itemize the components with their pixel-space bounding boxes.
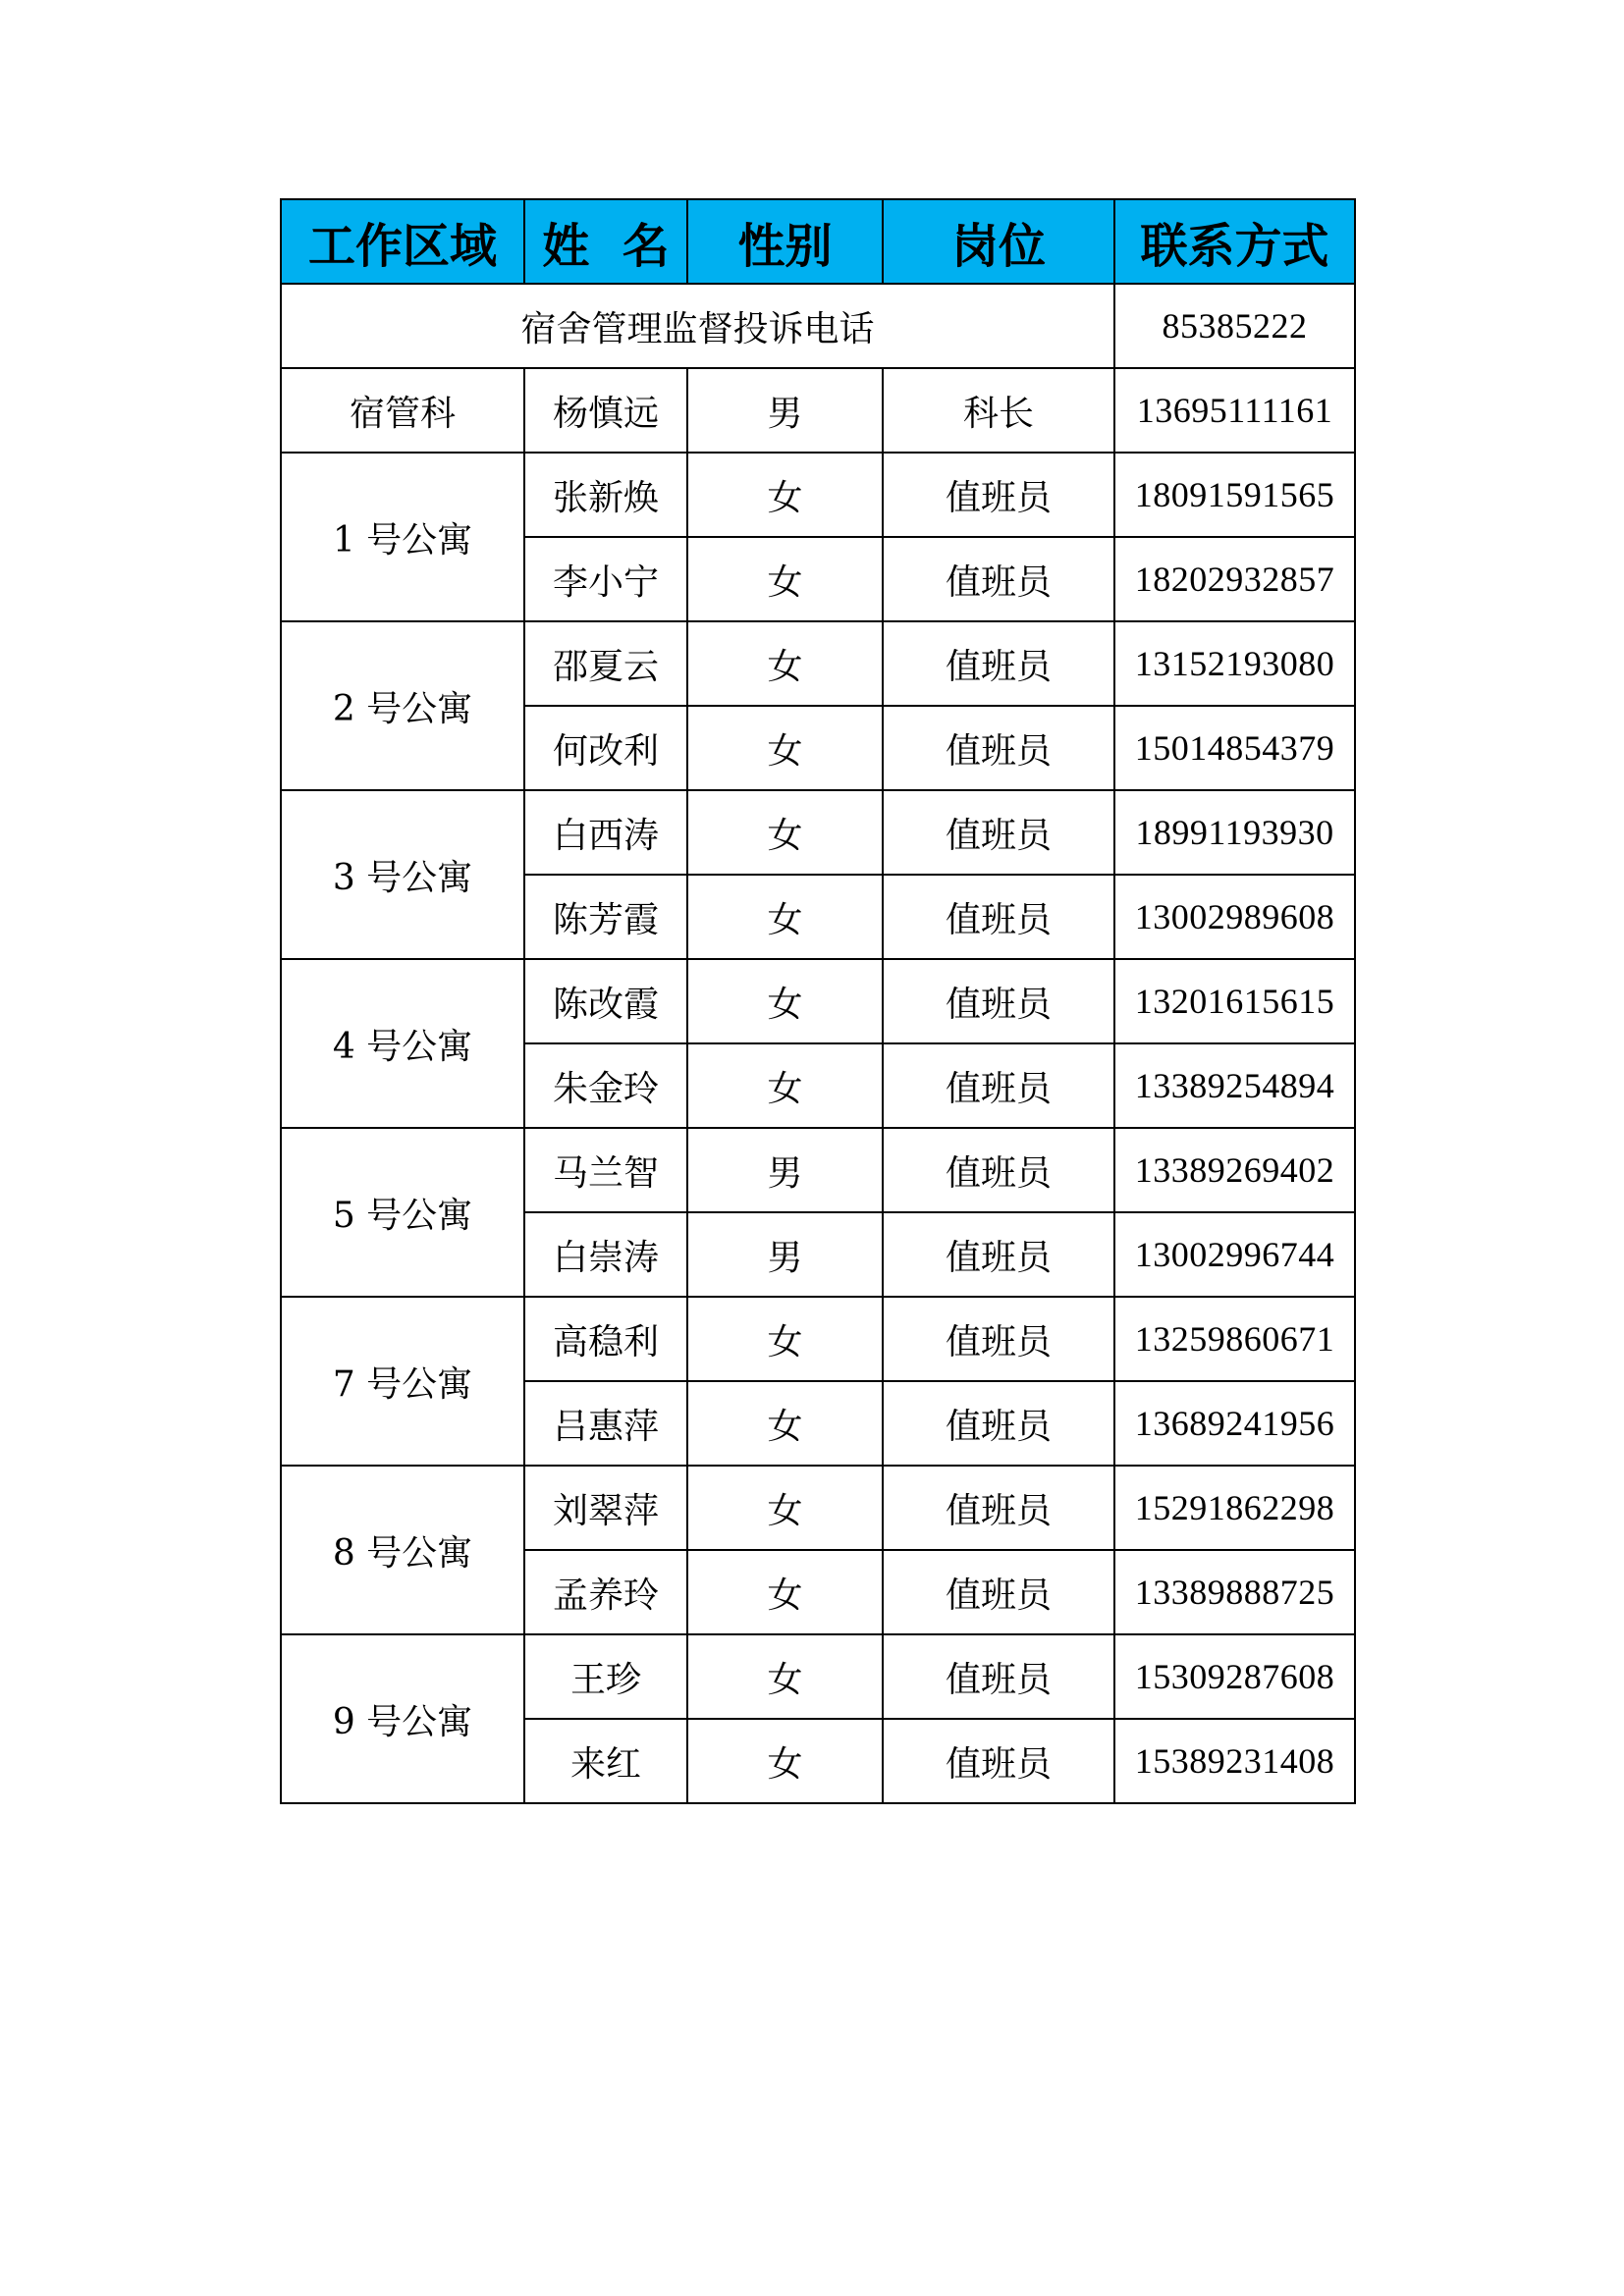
hotline-phone: 85385222 — [1114, 284, 1355, 368]
staff-position: 值班员 — [883, 537, 1114, 621]
staff-gender: 女 — [687, 706, 883, 790]
staff-phone: 13389254894 — [1114, 1043, 1355, 1128]
staff-gender: 女 — [687, 959, 883, 1043]
staff-position: 值班员 — [883, 1719, 1114, 1803]
staff-position: 值班员 — [883, 1043, 1114, 1128]
staff-phone: 18091591565 — [1114, 453, 1355, 537]
staff-name: 陈改霞 — [524, 959, 687, 1043]
staff-name: 马兰智 — [524, 1128, 687, 1212]
staff-phone: 13389888725 — [1114, 1550, 1355, 1634]
apartment-area: 3 号公寓 — [281, 790, 524, 959]
table-row — [281, 1634, 1355, 1719]
staff-name: 白崇涛 — [524, 1212, 687, 1297]
staff-gender: 女 — [687, 1719, 883, 1803]
header-area: 工作区域 — [281, 199, 524, 284]
staff-position: 值班员 — [883, 1128, 1114, 1212]
staff-phone: 13689241956 — [1114, 1381, 1355, 1466]
staff-phone: 15389231408 — [1114, 1719, 1355, 1803]
staff-gender: 女 — [687, 1381, 883, 1466]
staff-gender: 女 — [687, 790, 883, 875]
staff-position: 值班员 — [883, 1466, 1114, 1550]
staff-gender: 女 — [687, 1466, 883, 1550]
header-name: 姓 名 — [524, 199, 687, 284]
office-gender: 男 — [687, 368, 883, 453]
header-contact: 联系方式 — [1114, 199, 1355, 284]
table-row — [281, 1466, 1355, 1550]
office-position: 科长 — [883, 368, 1114, 453]
table-row — [281, 453, 1355, 537]
staff-gender: 女 — [687, 1634, 883, 1719]
office-row — [281, 368, 1355, 453]
apartment-area: 7 号公寓 — [281, 1297, 524, 1466]
staff-position: 值班员 — [883, 1212, 1114, 1297]
staff-phone: 13201615615 — [1114, 959, 1355, 1043]
staff-gender: 女 — [687, 621, 883, 706]
header-position: 岗位 — [883, 199, 1114, 284]
header-row — [281, 199, 1355, 284]
table-row — [281, 959, 1355, 1043]
staff-name: 吕惠萍 — [524, 1381, 687, 1466]
staff-name: 邵夏云 — [524, 621, 687, 706]
office-phone: 13695111161 — [1114, 368, 1355, 453]
staff-name: 朱金玲 — [524, 1043, 687, 1128]
hotline-row — [281, 284, 1355, 368]
staff-position: 值班员 — [883, 621, 1114, 706]
staff-name: 孟养玲 — [524, 1550, 687, 1634]
office-area: 宿管科 — [281, 368, 524, 453]
apartment-area: 8 号公寓 — [281, 1466, 524, 1634]
staff-position: 值班员 — [883, 1297, 1114, 1381]
staff-position: 值班员 — [883, 1381, 1114, 1466]
header-gender: 性别 — [687, 199, 883, 284]
staff-position: 值班员 — [883, 706, 1114, 790]
staff-position: 值班员 — [883, 875, 1114, 959]
staff-phone: 15291862298 — [1114, 1466, 1355, 1550]
staff-phone: 13152193080 — [1114, 621, 1355, 706]
staff-phone: 18991193930 — [1114, 790, 1355, 875]
staff-name: 张新焕 — [524, 453, 687, 537]
staff-gender: 女 — [687, 875, 883, 959]
staff-name: 高稳利 — [524, 1297, 687, 1381]
table-row — [281, 1297, 1355, 1381]
staff-phone: 15014854379 — [1114, 706, 1355, 790]
table-row — [281, 621, 1355, 706]
staff-name: 何改利 — [524, 706, 687, 790]
apartment-area: 9 号公寓 — [281, 1634, 524, 1803]
staff-gender: 女 — [687, 453, 883, 537]
staff-position: 值班员 — [883, 453, 1114, 537]
staff-phone: 13002989608 — [1114, 875, 1355, 959]
staff-name: 李小宁 — [524, 537, 687, 621]
staff-gender: 女 — [687, 1550, 883, 1634]
staff-position: 值班员 — [883, 1550, 1114, 1634]
staff-position: 值班员 — [883, 959, 1114, 1043]
table-row — [281, 790, 1355, 875]
apartment-area: 5 号公寓 — [281, 1128, 524, 1297]
staff-roster-table — [280, 198, 1356, 1804]
staff-gender: 男 — [687, 1128, 883, 1212]
staff-position: 值班员 — [883, 1634, 1114, 1719]
office-name: 杨慎远 — [524, 368, 687, 453]
staff-name: 刘翠萍 — [524, 1466, 687, 1550]
staff-phone: 13002996744 — [1114, 1212, 1355, 1297]
staff-gender: 女 — [687, 1043, 883, 1128]
apartment-area: 4 号公寓 — [281, 959, 524, 1128]
staff-name: 陈芳霞 — [524, 875, 687, 959]
staff-name: 白西涛 — [524, 790, 687, 875]
staff-phone: 15309287608 — [1114, 1634, 1355, 1719]
hotline-label: 宿舍管理监督投诉电话 — [281, 284, 1114, 368]
staff-gender: 男 — [687, 1212, 883, 1297]
staff-phone: 18202932857 — [1114, 537, 1355, 621]
staff-gender: 女 — [687, 1297, 883, 1381]
staff-position: 值班员 — [883, 790, 1114, 875]
staff-name: 王珍 — [524, 1634, 687, 1719]
staff-name: 来红 — [524, 1719, 687, 1803]
staff-phone: 13259860671 — [1114, 1297, 1355, 1381]
staff-gender: 女 — [687, 537, 883, 621]
apartment-area: 2 号公寓 — [281, 621, 524, 790]
apartment-area: 1 号公寓 — [281, 453, 524, 621]
staff-phone: 13389269402 — [1114, 1128, 1355, 1212]
table-row — [281, 1128, 1355, 1212]
